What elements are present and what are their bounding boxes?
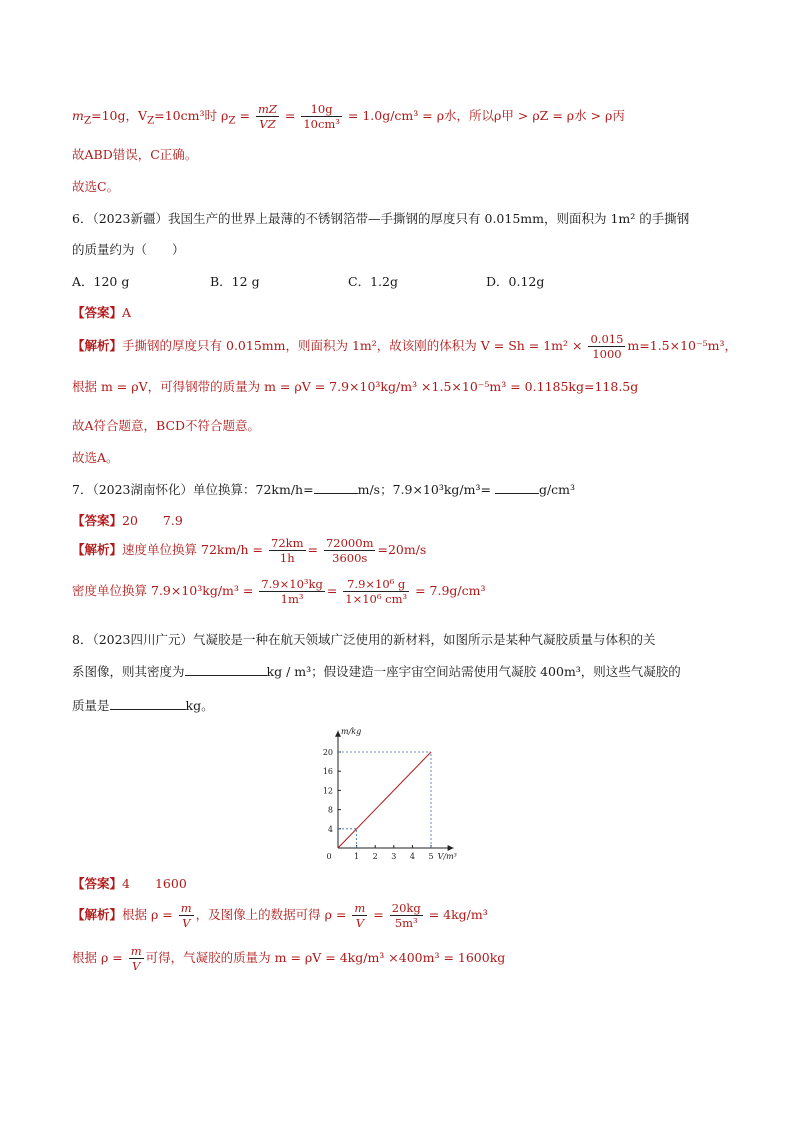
formula-text: m bbox=[72, 108, 84, 123]
answer-8: 【答案】4 1600 bbox=[72, 876, 187, 891]
x-tick-label: 3 bbox=[391, 852, 397, 861]
solution-line-density: $m_Z=10g$，$V_Z=10cm^3$时 $\rho_Z$ = $\frac{mZ}{VZ}$ = $\frac{10g}{\text{10cm³}}$ = 1.0g/cm³ = ρ水，所以ρ甲 > ρZ = ρ水 > ρ丙 bbox=[72, 102, 625, 131]
option-a: A．120 g bbox=[72, 274, 130, 289]
mass-volume-chart bbox=[318, 724, 488, 864]
y-tick-label: 8 bbox=[327, 805, 333, 815]
explanation-8-line1: 【解析】根据 ρ = $\frac{m}{V}$ ，及图像上的数据可得 ρ = $\frac{m}{V}$ = $\frac{20kg}{\text{5m³}}$ = 4kg/m³ bbox=[72, 901, 488, 930]
fraction: $\frac{20kg}{\text{5m³}}$ bbox=[391, 901, 421, 930]
explanation-6-line1: 【解析】手撕钢的厚度只有 0.015mm，则面积为 1m²，故该刚的体积为 V = Sh = 1m² × $\frac{0.015}{1000}$ m=1.5×10⁻⁵m³， bbox=[72, 332, 737, 361]
fraction: $\frac{m}{V}$ bbox=[354, 901, 366, 930]
option-d: D．0.12g bbox=[486, 274, 545, 289]
x-tick-label: 5 bbox=[428, 852, 434, 861]
question-8-stem-end: 质量是 kg。 bbox=[72, 698, 214, 713]
explanation-6-line3: 故A符合题意，BCD不符合题意。 bbox=[72, 418, 261, 433]
question-7-stem: 7．（2023湖南怀化）单位换算：72km/h= m/s；7.9×10³kg/m³= g/cm³ bbox=[72, 482, 576, 497]
question-8-stem: 8．（2023四川广元）气凝胶是一种在航天领域广泛使用的新材料，如图所示是某种气凝胶质量与体积的关 bbox=[72, 632, 656, 647]
explanation-7-line1: 【解析】速度单位换算 72km/h = $\frac{72km}{1h}$ = $\frac{72000m}{3600s}$ =20m/s bbox=[72, 536, 427, 565]
answer-6: 【答案】A bbox=[72, 305, 132, 320]
explanation-8-line2: 根据 ρ = $\frac{m}{V}$ 可得，气凝胶的质量为 m = ρV = 4kg/m³ ×400m³ = 1600kg bbox=[72, 944, 506, 973]
x-tick-label: 4 bbox=[409, 852, 415, 861]
question-6-options bbox=[72, 272, 544, 290]
fraction: $\frac{\text{7.9×10³kg}}{\text{1m³}}$ bbox=[261, 577, 323, 606]
option-c: C．1.2g bbox=[348, 274, 398, 289]
explanation-7-line2: 密度单位换算 7.9×10³kg/m³ = $\frac{\text{7.9×10³kg}}{\text{1m³}}$ = $\frac{\text{7.9×10⁶ g}}{\text{1×10⁶ cm³}}$ = 7.9g/cm³ bbox=[72, 577, 486, 606]
option-b: B．12 g bbox=[210, 274, 260, 289]
question-6-stem-cont: 的质量约为（ ） bbox=[72, 242, 185, 257]
text-line: 故ABD错误，C正确。 bbox=[72, 147, 198, 162]
fraction: $\frac{m}{V}$ bbox=[130, 944, 142, 973]
x-axis-label: V/m³ bbox=[437, 852, 457, 861]
answer-blank bbox=[185, 663, 267, 676]
y-axis-label: m/kg bbox=[341, 727, 362, 736]
question-6-stem: 6．（2023新疆）我国生产的世界上最薄的不锈钢箔带—手撕钢的厚度只有 0.015mm，则面积为 1m² 的手撕钢 bbox=[72, 211, 690, 226]
fraction: $\frac{\text{7.9×10⁶ g}}{\text{1×10⁶ cm³}}$ bbox=[345, 577, 408, 606]
fraction: $\frac{72000m}{3600s}$ bbox=[325, 536, 374, 565]
series-line bbox=[338, 752, 431, 848]
explanation-6-line2: 根据 m = ρV，可得钢带的质量为 m = ρV = 7.9×10³kg/m³ ×1.5×10⁻⁵m³ = 0.1185kg=118.5g bbox=[72, 379, 639, 394]
text-line: 故选C。 bbox=[72, 179, 120, 194]
y-tick-label: 12 bbox=[322, 786, 333, 796]
x-tick-label: 2 bbox=[372, 852, 378, 861]
y-tick-label: 4 bbox=[327, 824, 333, 834]
fraction: $\frac{10g}{\text{10cm³}}$ bbox=[303, 102, 340, 131]
y-tick-label: 20 bbox=[322, 748, 333, 757]
x-tick-label: 1 bbox=[354, 852, 360, 861]
question-8-stem-cont: 系图像，则其密度为 kg / m³；假设建造一座宇宙空间站需使用气凝胶 400m³，则这些气凝胶的 bbox=[72, 664, 681, 679]
y-tick-label: 16 bbox=[322, 767, 333, 777]
fraction: $\frac{72km}{1h}$ bbox=[271, 536, 304, 565]
answer-blank bbox=[495, 481, 539, 494]
answer-blank bbox=[314, 481, 358, 494]
explanation-6-line4: 故选A。 bbox=[72, 450, 119, 465]
answer-blank bbox=[110, 697, 186, 710]
fraction: $\frac{mZ}{VZ}$ bbox=[257, 102, 277, 131]
x-axis-arrow bbox=[448, 845, 454, 851]
fraction: $\frac{0.015}{1000}$ bbox=[590, 332, 624, 361]
x-tick-label: 0 bbox=[326, 852, 332, 861]
answer-7: 【答案】20 7.9 bbox=[72, 513, 183, 528]
fraction: $\frac{m}{V}$ bbox=[180, 901, 192, 930]
